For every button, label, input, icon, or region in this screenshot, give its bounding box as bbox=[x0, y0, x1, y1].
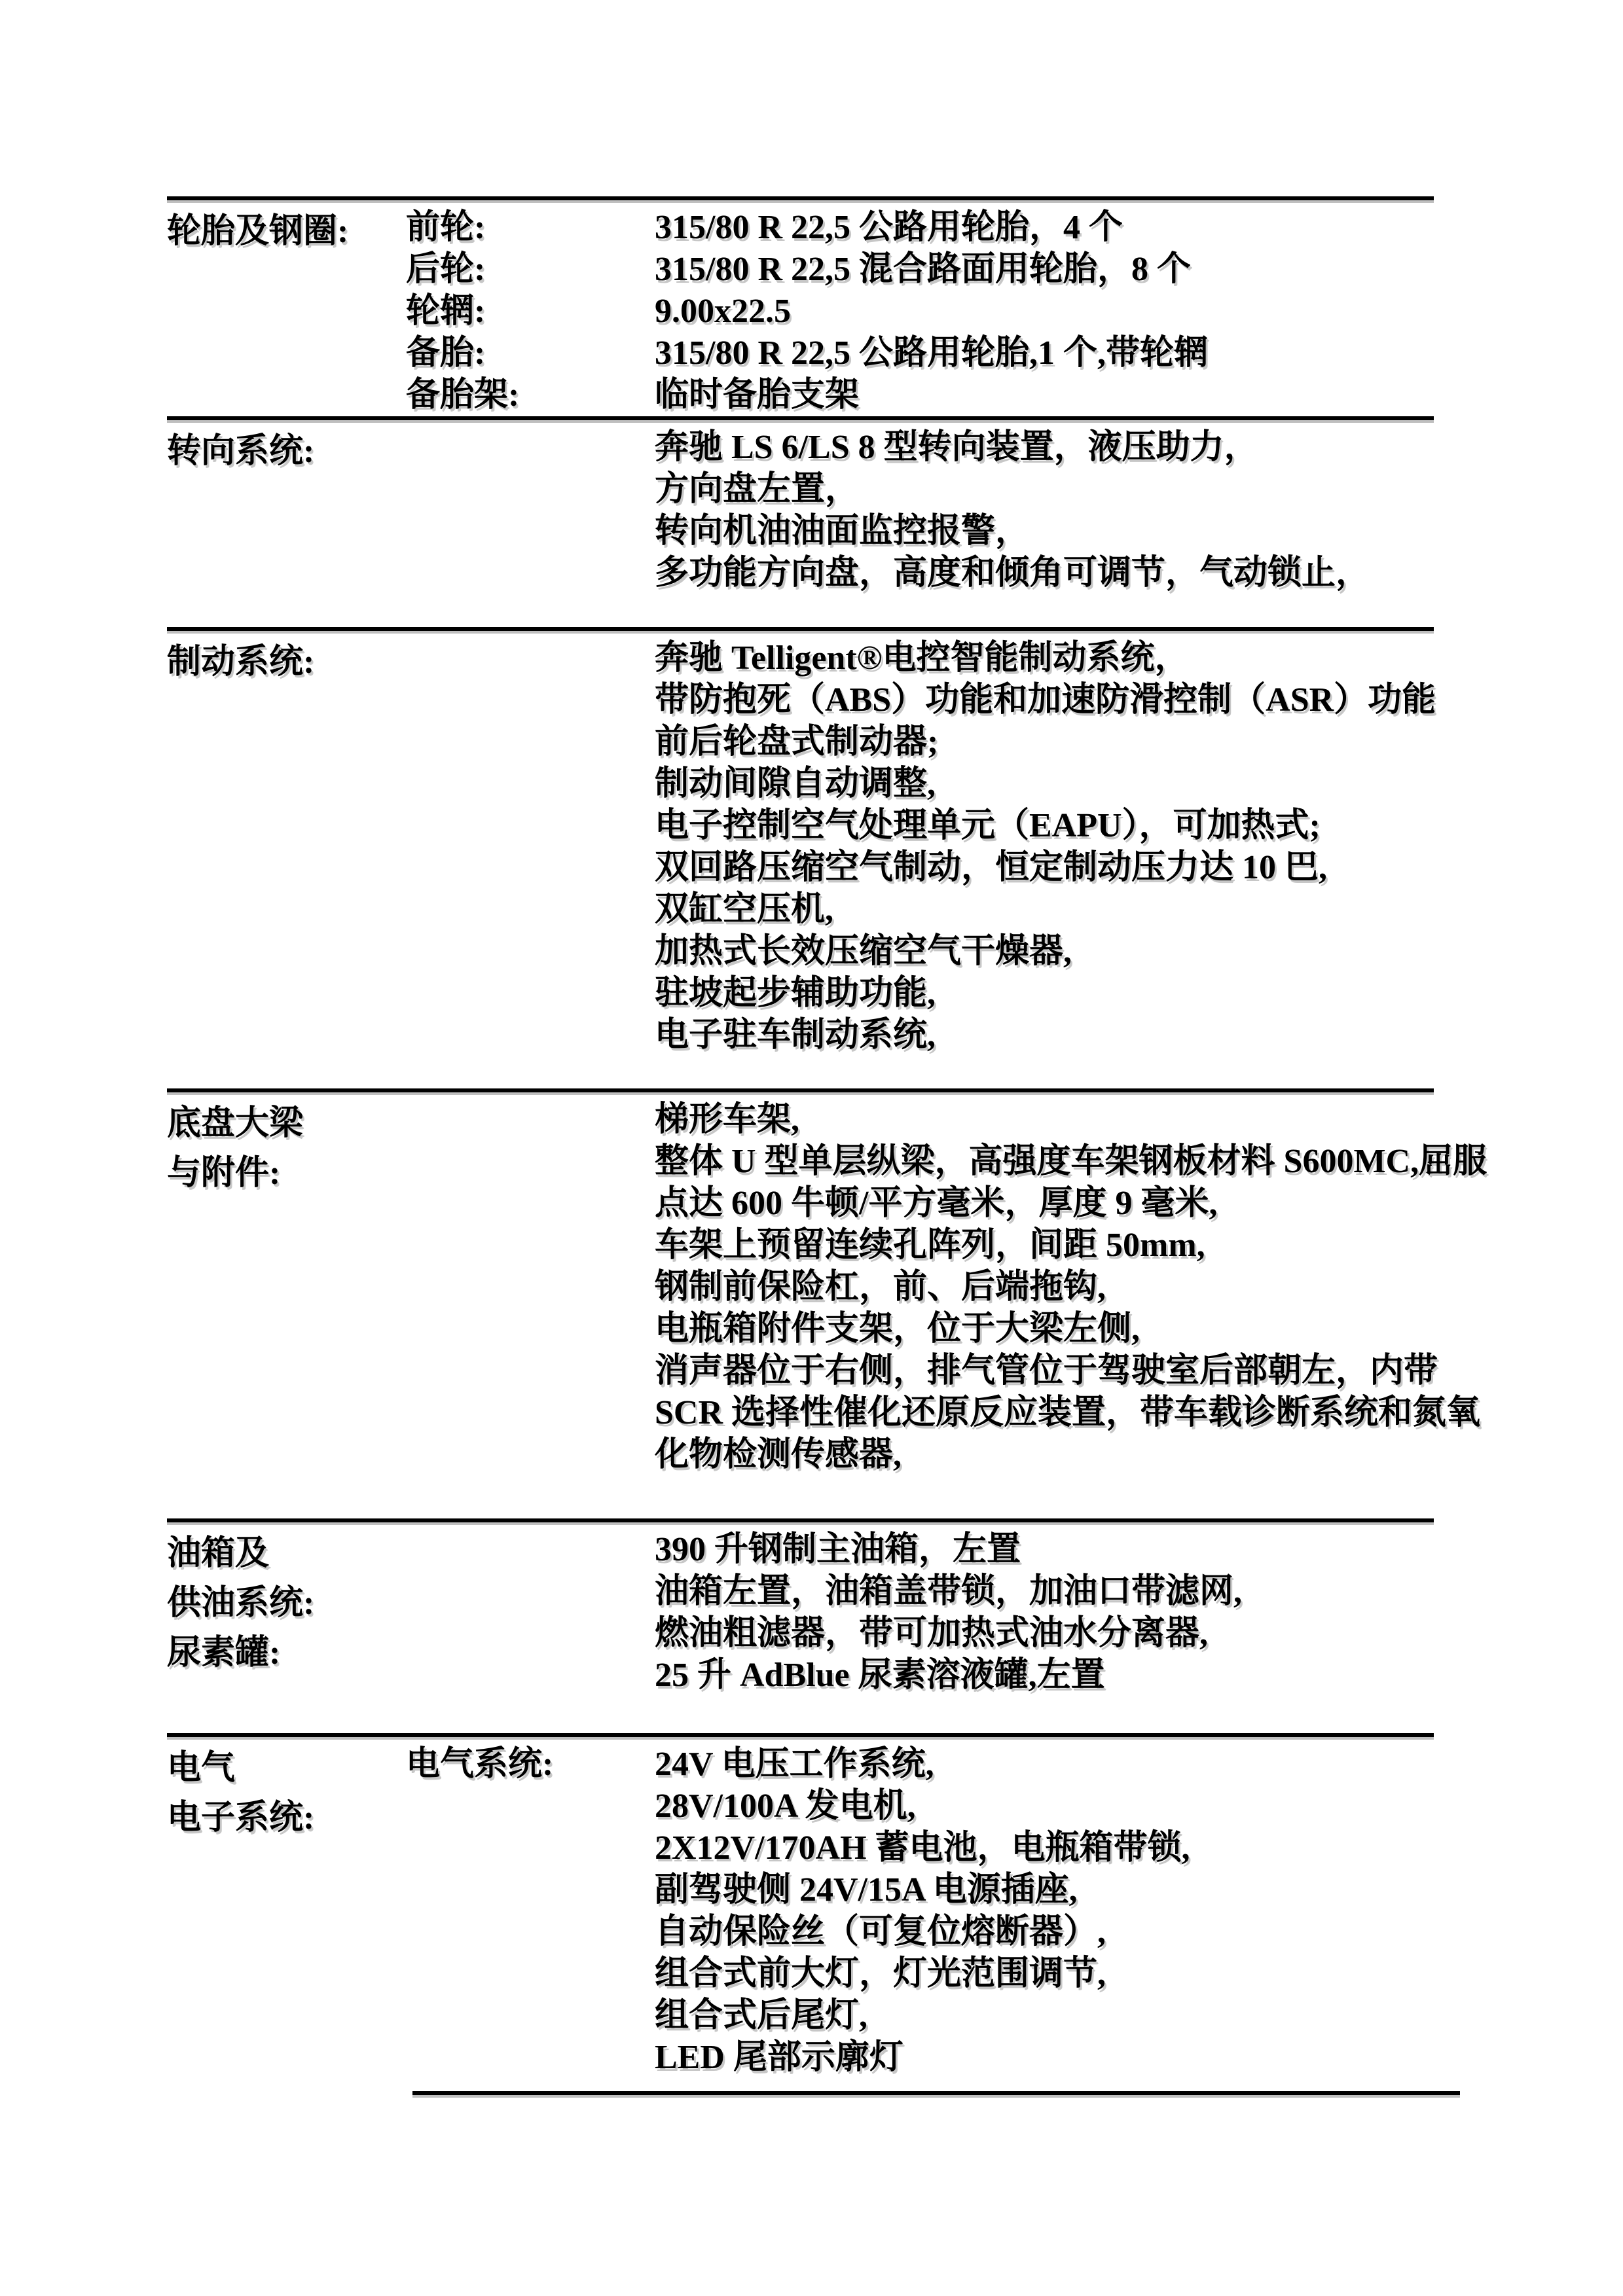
spec-value: 25 升 AdBlue 尿素溶液罐,左置 bbox=[655, 1657, 1105, 1694]
spec-value: 奔驰 Telligent®电控智能制动系统， bbox=[655, 639, 1189, 677]
spec-value: 副驾驶侧 24V/15A 电源插座, bbox=[655, 1871, 1078, 1909]
spec-value: 电瓶箱附件支架，位于大梁左侧, bbox=[655, 1310, 1140, 1348]
table-row bbox=[406, 763, 1623, 805]
table-row bbox=[406, 1529, 1623, 1571]
spec-value: 转向机油油面监控报警， bbox=[655, 512, 1030, 550]
table-row bbox=[406, 1995, 1623, 2037]
table-row bbox=[406, 1571, 1623, 1613]
section-label-line: 底盘大梁 bbox=[167, 1105, 304, 1142]
spec-value: 9.00x22.5 bbox=[655, 293, 791, 330]
section-brakes bbox=[167, 631, 1623, 1088]
spec-value: 车架上预留连续孔阵列，间距 50mm, bbox=[655, 1227, 1205, 1264]
table-row bbox=[406, 332, 1623, 374]
table-row bbox=[406, 469, 1623, 511]
section-tires bbox=[167, 200, 1623, 416]
spec-value: 2X12V/170AH 蓄电池，电瓶箱带锁, bbox=[655, 1829, 1190, 1867]
spec-value: LED 尾部示廓灯 bbox=[655, 2039, 903, 2076]
spec-value: 组合式前大灯，灯光范围调节, bbox=[655, 1955, 1106, 1992]
section-label-line: 轮胎及钢圈: bbox=[167, 213, 349, 250]
table-row bbox=[406, 1655, 1623, 1696]
spec-sub-label: 备胎架: bbox=[406, 376, 520, 414]
table-row bbox=[406, 1183, 1623, 1225]
section-rows bbox=[406, 1099, 1623, 1476]
section-label-line: 转向系统: bbox=[167, 433, 315, 470]
table-row bbox=[406, 805, 1623, 847]
section-label-line: 电子系统: bbox=[167, 1799, 315, 1837]
table-row bbox=[406, 889, 1623, 931]
table-row bbox=[406, 1225, 1623, 1266]
section-label-line: 供油系统: bbox=[167, 1585, 315, 1622]
section-electrical bbox=[167, 1737, 1623, 2091]
spec-value: 前后轮盘式制动器; bbox=[655, 723, 939, 761]
spec-value: 315/80 R 22,5 公路用轮胎,1 个,带轮辋 bbox=[655, 334, 1209, 372]
spec-value: 临时备胎支架 bbox=[655, 376, 860, 414]
section-fuel bbox=[167, 1522, 1623, 1733]
spec-value: 电子驻车制动系统, bbox=[655, 1016, 936, 1054]
table-row bbox=[406, 847, 1623, 889]
table-row bbox=[406, 1744, 1623, 1785]
table-row bbox=[406, 679, 1623, 721]
table-bottom-rule bbox=[412, 2091, 1460, 2095]
spec-value: 点达 600 牛顿/平方毫米，厚度 9 毫米, bbox=[655, 1185, 1218, 1222]
spec-sub-label: 电气系统: bbox=[406, 1746, 554, 1783]
section-label bbox=[167, 637, 406, 687]
spec-value: 315/80 R 22,5 公路用轮胎，4 个 bbox=[655, 209, 1123, 246]
section-rows bbox=[406, 427, 1623, 594]
table-row bbox=[406, 973, 1623, 1014]
table-row bbox=[406, 1308, 1623, 1350]
table-row bbox=[406, 511, 1623, 552]
spec-value: 制动间隙自动调整, bbox=[655, 765, 936, 802]
table-row bbox=[406, 1785, 1623, 1827]
table-row bbox=[406, 249, 1623, 291]
spec-value: 双回路压缩空气制动，恒定制动压力达 10 巴, bbox=[655, 849, 1328, 886]
spec-value: 消声器位于右侧，排气管位于驾驶室后部朝左，内带 bbox=[655, 1352, 1438, 1390]
spec-value: 燃油粗滤器，带可加热式油水分离器, bbox=[655, 1615, 1209, 1652]
section-label bbox=[167, 1744, 406, 1843]
spec-value: 梯形车架, bbox=[655, 1101, 800, 1138]
spec-value: 带防抱死（ABS）功能和加速防滑控制（ASR）功能 bbox=[655, 681, 1436, 719]
table-row bbox=[406, 374, 1623, 416]
section-rows bbox=[406, 1744, 1623, 2079]
spec-value: 24V 电压工作系统, bbox=[655, 1746, 934, 1783]
spec-value: 315/80 R 22,5 混合路面用轮胎，8 个 bbox=[655, 251, 1192, 288]
table-row bbox=[406, 1869, 1623, 1911]
table-row bbox=[406, 1827, 1623, 1869]
section-label bbox=[167, 207, 406, 257]
table-row bbox=[406, 1613, 1623, 1655]
section-label bbox=[167, 1099, 406, 1198]
section-chassis bbox=[167, 1092, 1623, 1518]
spec-value: 驻坡起步辅助功能, bbox=[655, 975, 936, 1012]
spec-value: 钢制前保险杠，前、后端拖钩, bbox=[655, 1268, 1106, 1306]
section-steering bbox=[167, 420, 1623, 627]
table-row bbox=[406, 2037, 1623, 2079]
spec-sub-label: 前轮: bbox=[406, 209, 486, 246]
spec-value: 自动保险丝（可复位熔断器）, bbox=[655, 1913, 1106, 1950]
table-row bbox=[406, 1141, 1623, 1183]
spec-value: 组合式后尾灯, bbox=[655, 1997, 868, 2034]
table-row bbox=[406, 1434, 1623, 1476]
table-row bbox=[406, 1350, 1623, 1392]
spec-value: 双缸空压机, bbox=[655, 891, 834, 928]
spec-sub-label: 备胎: bbox=[406, 334, 486, 372]
spec-value: 奔驰 LS 6/LS 8 型转向装置，液压助力， bbox=[655, 429, 1258, 466]
table-row bbox=[406, 1014, 1623, 1056]
table-row bbox=[406, 1392, 1623, 1434]
section-label bbox=[167, 1529, 406, 1678]
section-label bbox=[167, 427, 406, 476]
table-row bbox=[406, 1099, 1623, 1141]
table-row bbox=[406, 1266, 1623, 1308]
spec-value: 油箱左置，油箱盖带锁，加油口带滤网, bbox=[655, 1573, 1243, 1610]
spec-value: 电子控制空气处理单元（EAPU），可加热式; bbox=[655, 807, 1321, 844]
section-label-line: 尿素罐: bbox=[167, 1634, 281, 1672]
table-row bbox=[406, 1911, 1623, 1953]
spec-value: 多功能方向盘，高度和倾角可调节，气动锁止， bbox=[655, 554, 1370, 592]
spec-table bbox=[167, 196, 1623, 2095]
table-row bbox=[406, 1953, 1623, 1995]
table-row bbox=[406, 721, 1623, 763]
spec-value: 方向盘左置， bbox=[655, 471, 860, 508]
section-label-line: 油箱及 bbox=[167, 1535, 270, 1572]
spec-sub-label: 轮辋: bbox=[406, 293, 486, 330]
table-row bbox=[406, 552, 1623, 594]
spec-value: 加热式长效压缩空气干燥器, bbox=[655, 933, 1072, 970]
table-row bbox=[406, 427, 1623, 469]
section-label-line: 与附件: bbox=[167, 1155, 281, 1192]
table-row bbox=[406, 931, 1623, 973]
section-rows bbox=[406, 207, 1623, 416]
spec-value: SCR 选择性催化还原反应装置，带车载诊断系统和氮氧 bbox=[655, 1394, 1481, 1431]
section-label-line: 电气 bbox=[167, 1749, 236, 1787]
spec-sub-label: 后轮: bbox=[406, 251, 486, 288]
spec-value: 390 升钢制主油箱，左置 bbox=[655, 1531, 1021, 1568]
table-row bbox=[406, 637, 1623, 679]
section-rows bbox=[406, 1529, 1623, 1696]
table-row bbox=[406, 291, 1623, 332]
section-rows bbox=[406, 637, 1623, 1056]
spec-value: 28V/100A 发电机, bbox=[655, 1787, 916, 1825]
spec-value: 化物检测传感器, bbox=[655, 1436, 902, 1473]
table-row bbox=[406, 207, 1623, 249]
spec-value: 整体 U 型单层纵梁，高强度车架钢板材料 S600MC,屈服 bbox=[655, 1143, 1487, 1180]
section-label-line: 制动系统: bbox=[167, 643, 315, 681]
